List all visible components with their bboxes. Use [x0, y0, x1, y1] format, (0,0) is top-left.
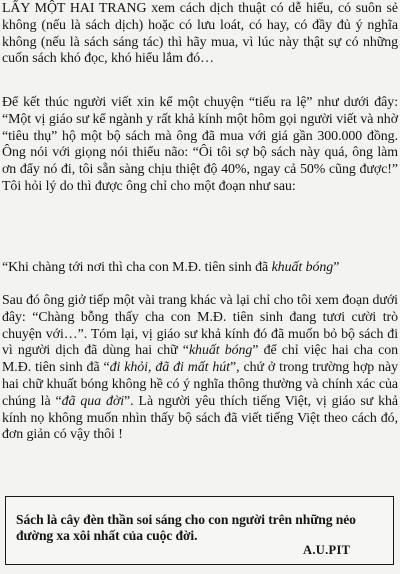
conclusion-italic-phrase: khuất bóng — [188, 343, 253, 359]
excerpt-closing-quote: ” — [333, 260, 340, 275]
quote-text: Sách là cây đèn thần soi sáng cho con người trên những nẻo đường xa xôi nhất của cuộc đời. — [16, 512, 356, 543]
conclusion-italic-phrase: đã qua đời — [61, 393, 125, 409]
paragraph-intro — [0, 1, 400, 68]
conclusion-italic-phrase: đi khỏi, đã đi mất hút — [109, 360, 230, 376]
paragraph-first-excerpt-text — [2, 260, 398, 277]
quote-author: A.U.PIT — [303, 543, 351, 557]
conclusion-text-part: Sau đó ông giở tiếp một vài trang khác và lại chỉ cho tôi xem đoạn dưới đây: “Chàng bỗng thấy cha con M.Đ. tiên sinh đang tươi cười trò chuyện với…”. Tóm lại, vị giáo sư khả kính đó đã muốn bỏ bộ sách đi vì người dịch đã dùng hai chữ “ — [2, 293, 398, 359]
excerpt-italic-phrase: khuất bóng — [271, 260, 334, 275]
paragraph-intro-text: LẤY MỘT HAI TRANG xem cách dịch thuật có dễ hiểu, có suôn sẻ không (nếu là sách dịch) hoặc có lưu loát, có hay, có đầy đủ ý nghĩa không (nếu là sách sáng tác) thì hãy mua, vì lúc này thật sự có những cuốn sách khó đọc, khó hiểu lắm đó… — [2, 1, 398, 67]
paragraph-conclusion — [0, 293, 400, 444]
paragraph-conclusion-text — [2, 293, 398, 444]
conclusion-text-part: ”. Là người yêu thích tiếng Việt, vị giáo sư khả kính nọ không muốn nhìn thấy bộ sách đã viết tiếng Việt theo cách đó, đơn giản có vậy thôi ! — [2, 393, 398, 443]
quote-box — [5, 496, 394, 565]
conclusion-text-part: ” để chỉ việc hai cha con M.Đ. tiên sinh đã “ — [2, 343, 398, 376]
paragraph-story-text: Để kết thúc người viết xin kể một chuyện “tiếu ra lệ” như dưới đây: “Một vị giáo sư kể ngành y rất khả kính một hôm gọi người viết và nhờ “tiêu thụ” hộ một bộ sách mà ông đã mua với giá gần 300.000 đồng. Ông nói với giọng nói thiểu não: “Ôi tôi sợ bộ sách này quá, ông làm ơn đẩy nó đi, tôi sẵn sàng chịu thiệt độ 40%, ngay cả 50% cũng được!” Tôi hỏi lý do thì được ông chỉ cho một đoạn như sau: — [2, 95, 398, 194]
excerpt-text: “Khi chàng tới nơi thì cha con M.Đ. tiên sinh đã — [2, 260, 272, 275]
conclusion-text-part: ”, chứ ở trong trường hợp này hai chữ khuất bóng không hề có ý nghĩa thông thường và chính xác của chúng là “ — [2, 360, 398, 409]
paragraph-first-excerpt — [0, 260, 400, 277]
paragraph-story — [0, 95, 400, 196]
